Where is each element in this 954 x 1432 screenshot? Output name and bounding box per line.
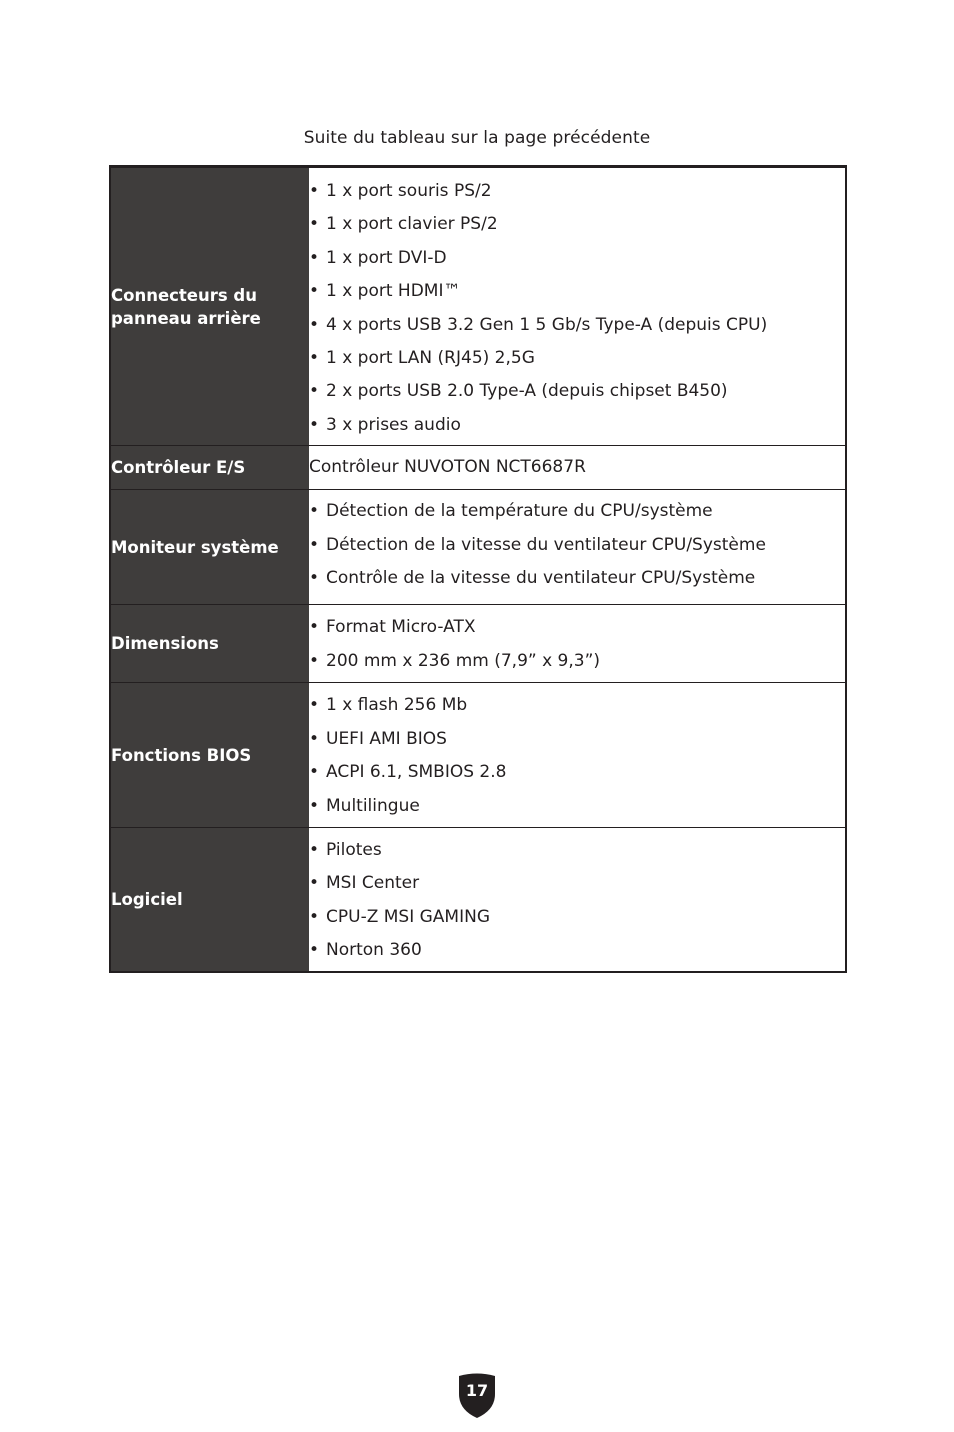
- item-list: [309, 683, 845, 827]
- list-item: • Multilingue: [309, 790, 845, 823]
- list-item: • 200 mm x 236 mm (7,9” x 9,3”): [309, 645, 845, 678]
- list-item: • Pilotes: [309, 834, 845, 867]
- table-row: [110, 490, 846, 605]
- list-item: • 2 x ports USB 2.0 Type-A (depuis chipset B450): [309, 375, 845, 408]
- list-item: • 1 x port LAN (RJ45) 2,5G: [309, 342, 845, 375]
- row-label-line: Connecteurs du: [111, 285, 257, 305]
- row-label: [110, 683, 309, 828]
- list-item: • 1 x port clavier PS/2: [309, 208, 845, 241]
- list-item: • MSI Center: [309, 867, 845, 900]
- row-value: [309, 167, 846, 446]
- row-value: [309, 490, 846, 605]
- row-value: [309, 683, 846, 828]
- list-item: • 4 x ports USB 3.2 Gen 1 5 Gb/s Type-A (depuis CPU): [309, 309, 845, 342]
- list-item: • 1 x port DVI-D: [309, 242, 845, 275]
- list-item: • ACPI 6.1, SMBIOS 2.8: [309, 756, 845, 789]
- item-list: [309, 605, 845, 682]
- row-label-line: Fonctions BIOS: [111, 745, 252, 765]
- continuation-caption: Suite du tableau sur la page précédente: [303, 128, 651, 148]
- list-item: • CPU-Z MSI GAMING: [309, 901, 845, 934]
- list-item: • 3 x prises audio: [309, 409, 845, 442]
- row-label: [110, 446, 309, 490]
- item-list: [309, 490, 845, 604]
- row-label-line: panneau arrière: [111, 308, 261, 328]
- row-label-line: Logiciel: [111, 889, 183, 909]
- row-label-line: Moniteur système: [111, 537, 279, 557]
- spec-table: [109, 165, 847, 973]
- table-row: [110, 446, 846, 490]
- list-item: • 1 x port HDMI™: [309, 275, 845, 308]
- page-number-badge: [457, 1372, 497, 1419]
- row-label: [110, 490, 309, 605]
- row-value: [309, 605, 846, 683]
- row-value: [309, 446, 846, 490]
- table-row: [110, 827, 846, 971]
- table-row: [110, 605, 846, 683]
- row-text: Contrôleur NUVOTON NCT6687R: [309, 457, 586, 478]
- list-item: • Format Micro-ATX: [309, 611, 845, 644]
- item-list: [309, 168, 845, 445]
- list-item: • Détection de la température du CPU/système: [309, 495, 845, 528]
- page-number: 17: [465, 1381, 489, 1400]
- list-item: • Détection de la vitesse du ventilateur CPU/Système: [309, 529, 845, 562]
- item-list: [309, 828, 845, 971]
- list-item: • 1 x port souris PS/2: [309, 175, 845, 208]
- list-item: • UEFI AMI BIOS: [309, 723, 845, 756]
- table-row: [110, 683, 846, 828]
- row-label: [110, 167, 309, 446]
- row-label: [110, 605, 309, 683]
- row-label-line: Dimensions: [111, 634, 219, 654]
- list-item: • Norton 360: [309, 934, 845, 967]
- list-item: • Contrôle de la vitesse du ventilateur CPU/Système: [309, 562, 845, 595]
- list-item: • 1 x flash 256 Mb: [309, 689, 845, 722]
- row-label: [110, 827, 309, 971]
- row-value: [309, 827, 846, 971]
- table-row: [110, 167, 846, 446]
- row-label-line: Contrôleur E/S: [111, 458, 246, 478]
